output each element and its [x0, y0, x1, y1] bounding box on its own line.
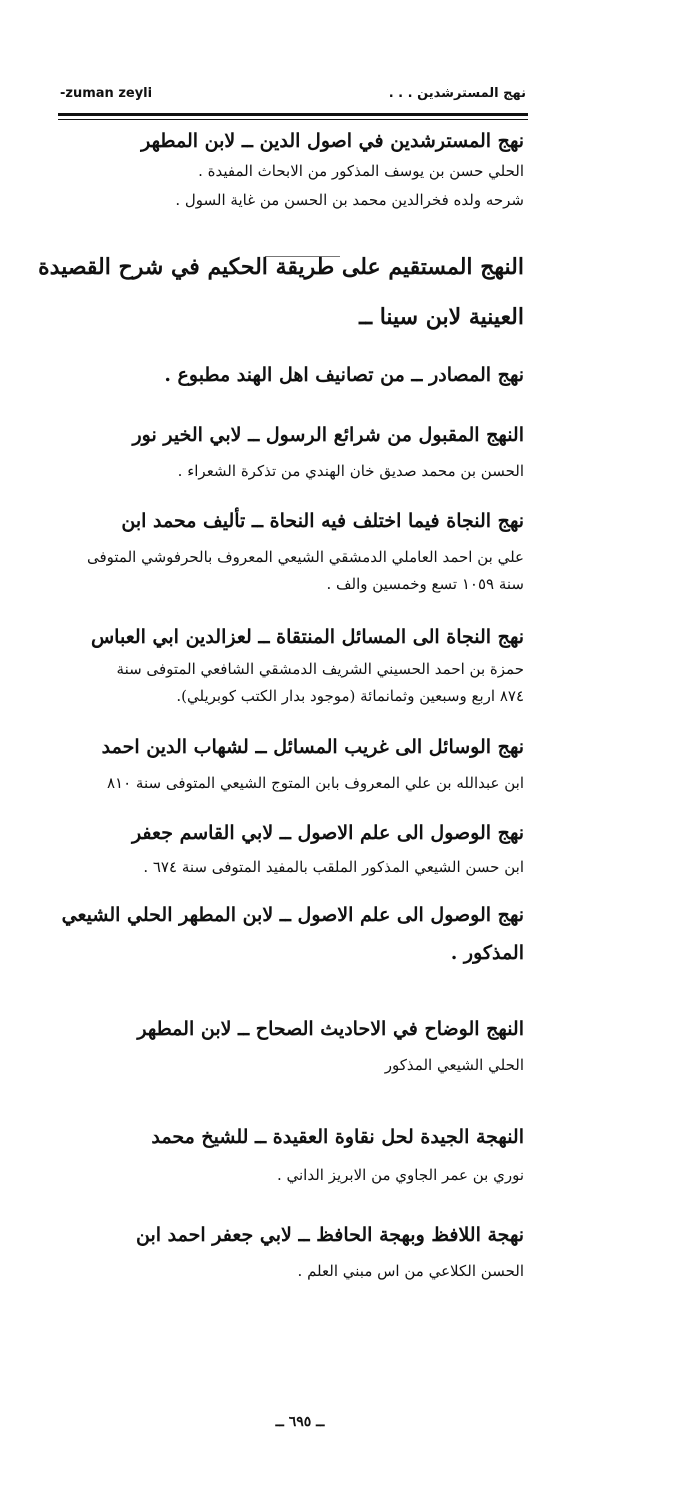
entry	[61, 904, 524, 1018]
entry-line: الحلي حسن بن يوسف المذكور من الابحاث المفيدة .	[198, 161, 524, 180]
entry-line: نهج المصادر ــ من تصانيف اهل الهند مطبوع .	[164, 364, 524, 386]
entry-line: نهج الوصول الى علم الاصول ــ لابن المطهر الحلي الشيعي	[61, 904, 524, 926]
entry	[72, 510, 524, 626]
entry-line: نهجة اللافظ وبهجة الحافظ ــ لابي جعفر احمد ابن	[136, 1224, 524, 1246]
entry	[72, 822, 524, 904]
entry-line: حمزة بن احمد الحسيني الشريف الدمشقي الشافعي المتوفى سنة	[116, 659, 524, 678]
header-rule-thin	[58, 119, 528, 120]
header-running-title: نهج المسترشدين . . .	[388, 86, 526, 101]
entry	[72, 364, 524, 424]
entry-line: علي بن احمد العاملي الدمشقي الشيعي المعروف بالحرفوشي المتوفى	[86, 547, 524, 566]
entry-line: ابن عبدالله بن علي المعروف بابن المتوج الشيعي المتوفى سنة ٨١٠	[106, 773, 524, 792]
entry-line: نهج الوصول الى علم الاصول ــ لابي القاسم جعفر	[131, 822, 524, 844]
entry-line: النهج المقبول من شرائع الرسول ــ لابي الخير نور	[132, 424, 524, 446]
entry-line: نوري بن عمر الجاوي من الابريز الداني .	[276, 1165, 524, 1184]
entry	[72, 424, 524, 510]
page-header	[60, 84, 526, 106]
entry-line: سنة ١٠٥٩ تسع وخمسين والف .	[326, 574, 524, 593]
entry-line: نهج النجاة فيما اختلف فيه النحاة ــ تأليف محمد ابن	[121, 510, 524, 532]
entry-line: ابن حسن الشيعي المذكور الملقب بالمفيد المتوفى سنة ٦٧٤ .	[143, 857, 524, 876]
entry-line: المذكور .	[450, 941, 524, 964]
entry-line: نهج النجاة الى المسائل المنتقاة ــ لعزالدين ابي العباس	[90, 626, 524, 648]
header-rule-thick	[58, 113, 528, 116]
entry-line: ٨٧٤ اربع وسبعين وثمانمائة (موجود بدار الكتب كوبريلي).	[176, 686, 524, 705]
entry-line: الحسن بن محمد صديق خان الهندي من تذكرة الشعراء .	[177, 461, 524, 480]
entry	[72, 626, 524, 736]
entry	[72, 1224, 524, 1304]
entry	[72, 130, 524, 254]
entry-line: النهج الوضاح في الاحاديث الصحاح ــ لابن المطهر	[137, 1018, 524, 1040]
entry-line: العينية لابن سينا ــ	[359, 303, 524, 330]
entries-list	[38, 130, 524, 1304]
entry	[38, 254, 524, 364]
entry-line: النهج المستقيم على طريقة الحكيم في شرح القصيدة	[38, 254, 524, 280]
entry	[72, 1018, 524, 1126]
entry-line: النهجة الجيدة لحل نقاوة العقيدة ــ للشيخ محمد	[151, 1126, 524, 1148]
header-left-text: -zuman zeyli	[60, 86, 153, 101]
page-number: ــ ٦٩٥ ــ	[275, 1414, 325, 1430]
entry	[72, 736, 524, 822]
entry-line: الحسن الكلاعي من اس مبني العلم .	[297, 1261, 524, 1280]
entry-line: نهج الوسائل الى غريب المسائل ــ لشهاب الدين احمد	[101, 736, 524, 758]
entry	[72, 1126, 524, 1224]
entry-line: نهج المسترشدين في اصول الدين ــ لابن المطهر	[141, 130, 524, 152]
entry-line: شرحه ولده فخرالدين محمد بن الحسن من غاية السول .	[175, 190, 524, 209]
entry-line: الحلي الشيعي المذكور	[384, 1055, 524, 1074]
